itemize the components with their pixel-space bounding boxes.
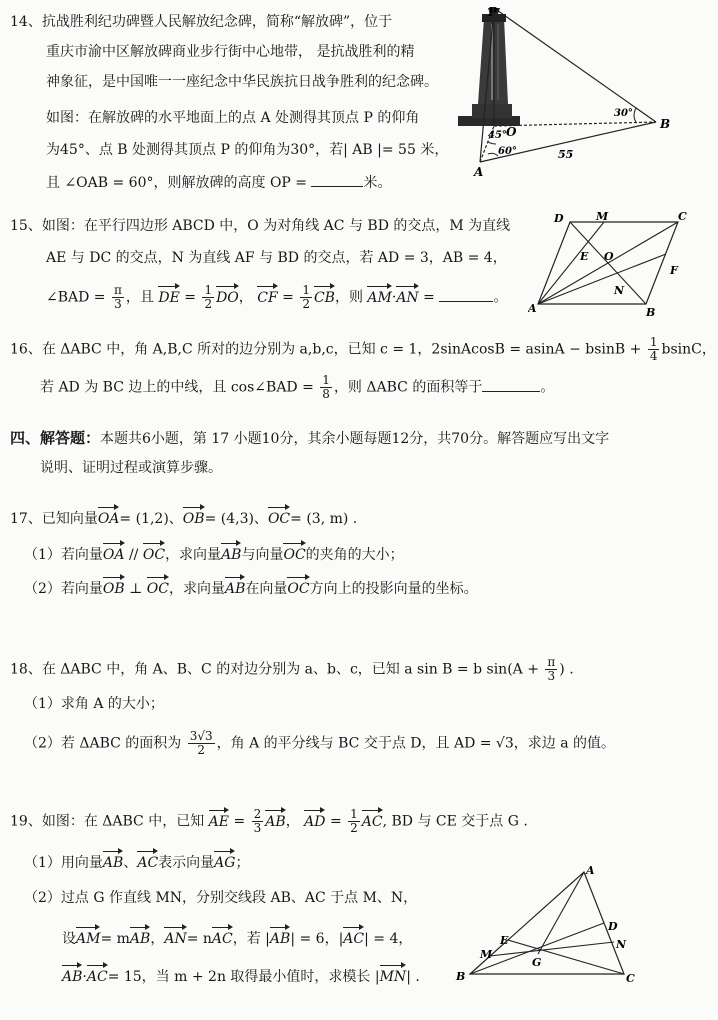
q19-p2-vec-ab-2: AB [270,926,290,949]
fig19-label-g: G [532,956,542,969]
fig19-label-a: A [586,864,595,877]
q16-line-1 [10,336,716,363]
fig14-label-b: B [660,117,671,131]
q16-frac-eighth [320,374,332,401]
q19-p1-vec-ac: AC [137,850,158,873]
q14-figure [458,4,678,182]
q15-line-1: 15、如图：在平行四边形 ABCD 中，O 为对角线 AC 与 BD 的交点，M 为直线 [10,218,511,234]
q19-p3-vec-ab: AB [62,964,82,987]
q19-text-1: 19、如图：在 ΔABC 中，已知 [10,813,205,830]
q15-comma: ， [238,289,253,306]
section-4-title: 四、解答题： [10,429,101,447]
q19-p1-vec-ag: AG [214,850,235,873]
q15-text-and: ，且 [125,289,154,306]
fig19-label-n: N [616,938,627,951]
fig15-label-m: M [596,210,609,223]
q15-frac-half-2-num: 1 [302,283,310,297]
q15-vec-am: AM [367,285,391,308]
q17-p1-c: 与向量 [241,547,284,563]
section-4-desc-2: 说明、证明过程或演算步骤。 [40,460,222,476]
q15-eq-2: = [282,289,294,306]
q15-frac-pi-3 [112,284,124,311]
q17-p2-a: （2）若向量 [24,581,103,597]
q15-line-3 [46,284,507,311]
q18-frac-num: π [547,655,556,669]
q14-line-2: 重庆市渝中区解放碑商业步行街中心地带， 是抗战胜利的精 [46,44,415,60]
q16-frac-eighth-den: 8 [322,387,330,401]
q19-part-2-line-2 [62,926,412,949]
q19-frac-1-2-num: 1 [350,807,358,821]
q19-p1-b: 表示向量 [158,855,215,871]
q19-vec-ae: AE [209,809,229,832]
q18-frac-area-den: 2 [197,743,206,757]
q19-p2-vec-ab: AB [130,926,150,949]
q16-answer-blank[interactable] [482,377,540,392]
q19-p2-d: | = 6，| [290,931,344,947]
fig19-label-d: D [608,920,618,933]
q17-p2-b: ，求向量 [168,581,225,597]
fig19-label-b: B [456,970,466,983]
q19-figure [454,864,654,986]
q19-p2-c: ，若 | [232,931,270,947]
q15-frac-half-1 [202,284,214,311]
q19-p3-vec-ac: AC [87,964,108,987]
q17-part-1 [24,542,404,565]
q17-p1-d: 的夹角的大小； [305,547,404,563]
q19-p1-a: （1）用向量 [24,855,103,871]
q18-frac-den: 3 [547,669,556,683]
fig15-label-e: E [580,250,589,263]
fig15-label-c: C [678,210,687,223]
q19-p2-e: | = 4， [364,931,413,947]
q15-figure [528,208,698,320]
section-4-header [10,428,609,449]
q19-text-2: , BD 与 CE 交于点 G . [382,813,528,830]
q15-frac-half-2 [300,284,312,311]
fig14-angle-30: 30° [614,108,633,119]
q17-part-2 [24,576,478,599]
q15-line-2: AE 与 DC 的交点，N 为直线 AF 与 BD 的交点，若 AD = 3，AB = 4， [46,250,507,266]
q15-vec-an: AN [396,285,418,308]
q19-vec-ac: AC [362,809,383,832]
q15-vec-cf: CF [257,285,277,308]
q15-angle-bad: ∠BAD = [46,289,106,306]
q19-frac-1-2 [348,808,360,835]
fig15-label-d: D [554,212,564,225]
q15-frac-half-2-den: 2 [302,297,310,311]
q14-answer-blank[interactable] [311,172,363,187]
fig15-label-o: O [604,250,614,263]
q16-frac-quarter-den: 4 [649,349,658,363]
q19-frac-2-3-num: 2 [253,807,262,821]
q19-part-2-line-3 [62,964,420,987]
fig14-label-a: A [474,165,484,179]
q15-vec-cb: CB [314,285,335,308]
q18-part-1: （1）求角 A 的大小； [24,696,164,712]
q17-p1-vec-oc-2: OC [283,542,305,565]
q17-p2-perp: ⊥ [129,581,143,597]
q19-p1-sep: 、 [123,855,138,871]
q17-p2-c: 在向量 [245,581,288,597]
q19-part-2-line-1: （2）过点 G 作直线 MN，分别交线段 AB、AC 于点 M、N， [24,890,418,906]
q19-p2-vec-an: AN [164,926,186,949]
q16-end: 。 [540,379,555,396]
q18-p2-b: ，角 A 的平分线与 BC 交于点 D，且 AD = √3，求边 a 的值。 [216,735,616,752]
q16-frac-eighth-num: 1 [322,373,330,387]
q16-frac-quarter [648,336,660,363]
q14-line-6-text: 且 ∠OAB = 60°，则解放碑的高度 OP = [46,175,312,191]
q15-eq-3: = [423,289,435,306]
q15-frac-half-1-den: 2 [204,297,213,311]
q19-p2-eq-m: = m [100,931,130,947]
q18-frac-area-num: 3√3 [189,729,213,743]
q14-line-3: 神象征，是中国唯一一座纪念中华民族抗日战争胜利的纪念碑。 [46,74,438,90]
q19-p3-vec-mn: MN [380,964,407,987]
q17-p1-vec-oc: OC [143,542,165,565]
q14-line-1: 14、抗战胜利纪功碑暨人民解放纪念碑，简称“解放碑”，位于 [10,14,393,30]
q14-line-6 [46,172,391,193]
q17-p2-vec-ob: OB [103,576,125,599]
fig14-length-55: 55 [558,148,574,161]
q19-p3-dot: · [82,969,87,985]
q18-frac-area [188,730,215,757]
q15-eq-1: = [184,289,196,306]
fig14-label-o: O [506,125,517,139]
fig15-label-f: F [670,264,678,277]
q17-p2-d: 方向上的投影向量的坐标。 [309,581,478,597]
q17-p1-par: // [128,547,139,563]
fig19-label-e: E [500,934,509,947]
q17-vec-oa: OA [98,506,120,529]
q15-vec-do: DO [216,285,239,308]
q19-p2-b: ， [150,931,165,947]
q19-frac-2-3 [252,808,264,835]
q19-p1-c: ； [235,855,250,871]
q18-text-1: 18、在 ΔABC 中，角 A、B、C 的对边分别为 a、b、c，已知 a sin B = b sin(A + [10,661,539,678]
fig19-label-c: C [626,972,635,985]
q17-val-ob: = (4,3)、 [204,511,268,527]
q17-p1-b: ，求向量 [165,547,222,563]
q15-vec-de: DE [158,285,179,308]
q17-p2-vec-oc: OC [147,576,169,599]
q15-frac-half-1-num: 1 [204,283,213,297]
q19-frac-1-2-den: 2 [350,821,358,835]
q14-line-5: 为45°、点 B 处测得其顶点 P 的仰角为30°，若| AB |= 55 米， [46,142,449,158]
q19-p2-vec-ac-2: AC [343,926,364,949]
fig15-label-b: B [646,306,656,319]
q19-part-1 [24,850,249,873]
q16-text-3: 若 AD 为 BC 边上的中线，且 cos∠BAD = [40,379,314,396]
q19-frac-2-3-den: 3 [253,821,262,835]
q17-p2-vec-ab: AB [225,576,245,599]
q19-p2-a: 设 [62,931,76,947]
q19-vec-ad: AD [304,809,325,832]
q16-text-1: 16、在 ΔABC 中，角 A,B,C 所对的边分别为 a,b,c，已知 c = 1，2sinAcosB = asinA − bsinB + [10,341,642,358]
q17-line-1 [10,506,357,529]
q19-eq-2: = [329,813,342,830]
q18-line-1 [10,656,574,683]
fig15-label-a: A [528,302,537,315]
q18-p2-a: （2）若 ΔABC 的面积为 [24,735,182,752]
q19-line-1: 19、如图：在 ΔABC 中，已知 AE = $\frac{2}{3}$ AB， AD = $\frac{1}{2}$ AC, BD 与 CE 交于点 G . [10,807,528,835]
q15-dot: · [391,289,397,306]
fig14-angle-45: 45° [488,130,507,141]
q15-answer-blank[interactable] [439,287,493,302]
q17-p1-vec-oa: OA [103,542,125,565]
q15-end: 。 [493,289,508,306]
q16-line-2 [40,374,554,401]
q15-frac-den: 3 [114,297,122,311]
q15-then: ，则 [334,289,363,306]
q19-p3-b: | . [406,969,420,985]
q19-p3-a: = 15，当 m + 2n 取得最小值时，求模长 | [107,969,380,985]
q17-vec-oc: OC [268,506,290,529]
q17-val-oc: = (3, m) . [290,511,358,527]
fig15-label-n: N [614,284,625,297]
fig14-label-p: P [488,5,498,19]
q16-frac-quarter-num: 1 [649,335,658,349]
section-4-desc: 本题共6小题，第 17 小题10分，其余小题每题12分，共70分。解答题应写出文字 [100,431,610,447]
q18-frac-pi-3 [545,656,557,683]
q19-vec-ab: AB [265,809,285,832]
q17-p1-vec-ab: AB [221,542,241,565]
q17-val-oa: = (1,2)、 [119,511,183,527]
q14-unit: 米。 [363,175,392,191]
q19-p1-vec-ab: AB [103,850,123,873]
q18-text-2: ) . [559,661,574,678]
q16-text-4: ，则 ΔABC 的面积等于 [333,379,483,396]
fig14-angle-60: 60° [498,146,517,157]
fig19-label-m: M [480,948,493,961]
q15-frac-num: π [114,283,122,297]
q19-p2-vec-am: AM [76,926,100,949]
q16-text-2: bsinC， [661,341,716,358]
q19-p2-vec-ac: AC [212,926,233,949]
q17-vec-ob: OB [183,506,205,529]
q17-text-1: 17、已知向量 [10,511,98,527]
q19-p2-eq-n: = n [186,931,212,947]
q14-line-4: 如图：在解放碑的水平地面上的点 A 处测得其顶点 P 的仰角 [46,110,420,126]
q17-p1-a: （1）若向量 [24,547,103,563]
q18-part-2 [24,730,615,757]
q17-p2-vec-oc-2: OC [287,576,309,599]
q19-eq-1: = [233,813,246,830]
